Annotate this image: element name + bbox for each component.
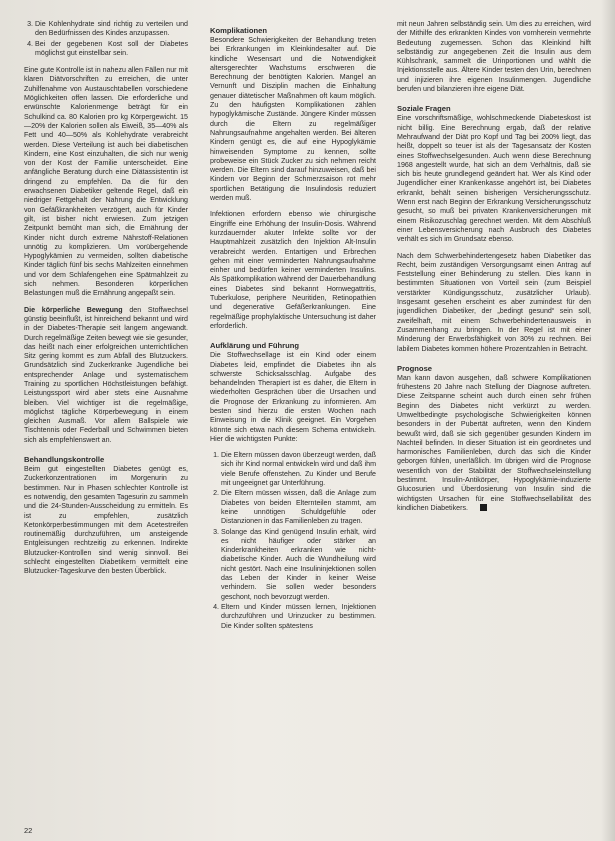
- end-of-article-mark: [480, 504, 487, 511]
- heading-prognosis: Prognose: [397, 363, 433, 373]
- paragraph-infections: Infektionen erfordern ebenso wie chirurgische Eingriffe eine Erhöhung der Insulin-Dosis. Während kurzdauernder akuter Infekte sollte vor der Hauptmahlzeit zusätzlich den Injektion Alt-Insulin verabreicht werden. Entartigen und Erbrechen gehen mit einer verminderten Nahrungsaufnahme einher und bedürfen keiner verminderten Insulins. Als Spätkomplikation während der Dauerbehandlung eines Diabetes sind bekannt Hornwegattritis, Tuberkulose, periphere Neuritiden, Retinopathien und degenerative Gefäßerkrankungen. Eine regelmäßige prophylaktische Untersuchung ist daher erforderlich.: [210, 210, 376, 330]
- paragraph-exercise: [24, 306, 188, 445]
- text-column-right: [397, 20, 591, 825]
- paragraph-prognosis-text: Man kann davon ausgehen, daß schwere Komplikationen frühestens 20 Jahre nach Stellung der Diagnose auftreten. Diese Zeitspanne scheint auch durch einen sehr frühen Beginn des Diabetes nicht verkürzt zu werden. Umweltbedingte psychologische Schwierigkeiten können besonders in der Pubertät auftreten, wenn den Kindern bewußt wird, daß sie sich gegenüber gesunden Kindern im Nachteil befinden. In dieser Situation ist ein geordnetes und harmonisches Familienleben, durch das sich die Kinder geborgen fühlen, unerläßlich. Im übrigen wird die Prognose wesentlich von der Stabilität der Stoffwechseleinstellung bestimmt. Insulin-Antikörper, Hypoglykämie-induzierte Glucosurien und Überdosierung von Insulin sind die wichtigsten Ursachen für eine Stoffwechsellabilität des kindlichen Diabetikers.: [397, 373, 591, 512]
- list-item: 4. Bei der gegebenen Kost soll der Diabetes möglichst gut einstellbar sein.: [35, 40, 188, 59]
- list-item: 3. Solange das Kind genügend Insulin erhält, wird es nicht häufiger oder stärker an Kinderkrankheiten erkranken wie nicht-diabetische Kinder. Auch die Wundheilung wird nicht gestört. Nach eine Insulininjektionen sollen das Leben der Kinder in keiner Weise verhindern. Sie sollen weder besonders geschont, noch bevorzugt werden.: [221, 528, 376, 602]
- paragraph-exercise-text: den Stoffwechsel günstig beeinflußt, ist hinreichend bekannt und wird in der Diabetes-Therapie seit langem angewandt. Durch regelmäßige Zeiten bewegt wie sie gesunder, das heißt nach einer erfolgreichen unterrichtlichen Sitz gering kommt es zum Abfall des Blutzuckers. Grundsätzlich sind Zuckerkranke Jugendliche bei entsprechender Anlage und systematischem Training zu sportlichen Höchstleistungen befähigt. Leistungssport wird aber stets eine Ausnahme bleiben. Viel wichtiger ist die regelmäßige, möglichst tägliche Körperbewegung in einem gleichen Ausmaß. Vor allem Ballspiele wie Tischtennis oder Federball und Schwimmen bieten sich als empfehlenswert an.: [24, 305, 188, 444]
- paragraph-costs: Eine vorschriftsmäßige, wohlschmeckende Diabeteskost ist nicht billig. Eine Berechnung ergab, daß der relative Mehraufwand der Diät pro Kopf und Tag bei 200% liegt, das heißt, doppelt so teuer ist als der Tagesansatz der Kosten eines Stoffwechselgesunden. Auch wenn diese Berechnung 1968 angestellt wurde, hat sich an dem Verhältnis, daß sie sich bis heute grundlegend geändert hat. Wer als Kind oder Jugendlicher einer Krankenkasse angehört ist, bei Diabetes erkrankt, behält seinen bisherigen Versicherungsschutz. Wenn erst nach Beginn der Erkrankung Versicherungsschutz gesucht, so muß bei privaten Krankenversicherungen mit einem Risikozuschlag gerechnet werden. Mit dem Abschluß einer Lebensversicherung nach Ausbruch des Diabetes verhält es sich im Grundsatz ebenso.: [397, 114, 591, 244]
- numbered-list: [210, 451, 376, 631]
- list-item: 3. Die Kohlenhydrate sind richtig zu verteilen und den Bedürfnissen des Kindes anzupassen.: [35, 20, 188, 39]
- paragraph-disability-law: Nach dem Schwerbehindertengesetz haben Diabetiker das Recht, beim zuständigen Versorgungsamt einen Antrag auf Feststellung einer Behinderung zu stellen. Dies kann in bestimmten Situationen von Vorteil sein (zum Beispiel verstärkter Kündigungsschutz, zusätzlicher Urlaub). Insgesamt gesehen erscheint es aber zumindest für den jugendlichen Diabetiker, der „bedingt gesund“ sein soll, zweifelhaft, mit einem Schwerbehindertenausweis in Zusammenhang zu bringen. In der Regel ist mit einer Minderung der Erwerbsfähigkeit von 30% zu rechnen. Bei labilem Diabetes kommen höhere Prozentzahlen in Betracht.: [397, 251, 591, 353]
- heading-complications: Komplikationen: [210, 26, 267, 35]
- paragraph-education: Die Stoffwechsellage ist ein Kind oder einem Diabetes leid, empfindet die Diabetes ihn als schwerste Schicksalsschlag. Aufgabe des behandelnden Therapiert ist es daher, die Eltern in wiederholten Gesprächen über die Ursachen und die Prognose der Erkrankung zu informieren. Am besten sind hierzu die ersten Wochen nach Einweisung in die Klinik geeignet. Ein Vorgehen könnte sich etwa nach diesem Schema entwickeln. Hier die wichtigsten Punkte:: [210, 351, 376, 443]
- text-column-middle: [210, 20, 376, 825]
- list-item: 2. Die Eltern müssen wissen, daß die Anlage zum Diabetes von beiden Elternteilen stammt, am keine unnötigen Schuldgefühle oder Distanzionen in das Familienleben zu tragen.: [221, 489, 376, 526]
- page-number: 22: [24, 826, 33, 835]
- heading-education: Aufklärung und Führung: [210, 341, 300, 351]
- heading-treatment-control: Behandlungskontrolle: [24, 455, 105, 465]
- heading-social-questions: Soziale Fragen: [397, 104, 451, 114]
- numbered-list-continued: [24, 20, 188, 58]
- page-fold-shadow: [601, 0, 615, 841]
- paragraph-continued: mit neun Jahren selbständig sein. Um dies zu erreichen, wird der Mithilfe des erkrankten Kindes von vornherein vermehrte Bedeutung zugemessen. Schon das Kleinkind hilft selbständig zur angegebenen Zeit die Insulin aus dem Kühlschrank, sammelt die Urinportionen und wählt die Injektionsstelle aus. Ältere Kinder testen den Urin, berechnen und injizieren ihre eigenen Insulinmengen. Jugendliche berufen und bilanzieren ihre eigene Diät.: [397, 20, 591, 94]
- list-item: 1. Die Eltern müssen davon überzeugt werden, daß sich ihr Kind normal entwickeln wird und daß ihm viele Berufe offenstehen. Zu Kinder und Berufe mit ungeeignet gar Unterführung.: [221, 451, 376, 488]
- lead-phrase: Die körperliche Bewegung: [24, 305, 123, 314]
- list-item: 4. Eltern und Kinder müssen lernen, Injektionen durchzuführen und Urinzucker zu bestimmen. Die Kinder sollten spätestens: [221, 603, 376, 631]
- paragraph-treatment-control: Beim gut eingestellten Diabetes genügt es, Zuckerkonzentrationen im Morgenurin zu bestimmen. Nur in Phasen schlechter Kontrolle ist es notwendig, den gesamten Tagesurin zu sammeln und die 24-Stunden-Ausscheidung zu ermitteln. Es ist zu empfehlen, zusätzlich Ketonkörperbestimmungen mit dem Acetestreifen routinemäßig durchzuführen, um ansteigende Entgleisungen rechtzeitig zu erkennen. Indirekte Blutzucker-Kontrollen sind wenig sinnvoll. Bei schlecht eingestellten Diabetikern vermittelt eine Blutzucker-Tageskurve den besten Überblick.: [24, 465, 188, 576]
- text-column-left: [24, 20, 188, 825]
- paragraph-diet: Eine gute Kontrolle ist in nahezu allen Fällen nur mit klaren Diätvorschriften zu erreichen, die unter Zuhilfenahme von Austauschtabellen vorschiedene Möglichkeiten offen lassen. Die erforderliche und erwünschte Kalorienmenge beträgt für ein Schulkind ca. 80 Kalorien pro kg Körpergewicht. 15—20% der Kalorien sollen als Eiweiß, 35—40% als Fett und 40—50% als Kohlehydrate verabreicht werden. Diese Verteilung ist auch bei diabetischen Kindern, eine Kost einzuhalten, die sich nur wenig von der Kost der Familie unterscheidet. Eine anfängliche Beratung durch eine Diätassistentin ist dringend zu empfehlen. Da die für den erwachsenen Diabetiker geltende Regel, daß ein niedriger Fettgehalt der Nahrung die Entwicklung von Gefäßkrankheiten verzögert, auch für Kinder gilt, ist bisher nicht erwiesen. Zum jetzigen Zeitpunkt bemüht man sich, die Ernährung der Kinder nicht durch extreme Nährstoff-Relationen unnötig zu komplizieren. Um vorübergehende Hypoglykämien zu vermeiden, sollten diabetische Kinder täglich fünf bis sechs Mahlzeiten einnehmen und vor dem Schlafengehen eine Spätmahlzeit zu sich nehmen. Besonderen körperlichen Belastungen muß die Ernährung angepaßt sein.: [24, 66, 188, 298]
- paragraph-complications: Besondere Schwierigkeiten der Behandlung treten bei Erkrankungen im Kleinkindesalter auf. Die kindliche Wesensart und die Notwendigkeit altersgerechter Wachstums erschweren die Berechnung der benötigten Kalorien. Mangel an Vernunft und Disziplin machen die Einhaltung genauer diätetischer Maßnahmen oft kaum möglich. Zu den häufigsten Komplikationen zählen hypoglykämische Zustände. Jüngere Kinder müssen durch die Eltern zu regelmäßiger Nahrungsaufnahme angehalten werden. Bei älteren Kindern genügt es, die auf eine Hypoglykämie hinweisenden Symptome zu kennen, sollte probeweise ein Stück Zucker zu sich nehmen reicht werden. Die Eltern sind darauf hinzuweisen, daß bei Kindern vor Beginn der Schmerzsaison rot mehr sportlichen Betätigung die Insulindosis reduziert werden muß.: [210, 36, 376, 203]
- paragraph-prognosis: [397, 374, 591, 513]
